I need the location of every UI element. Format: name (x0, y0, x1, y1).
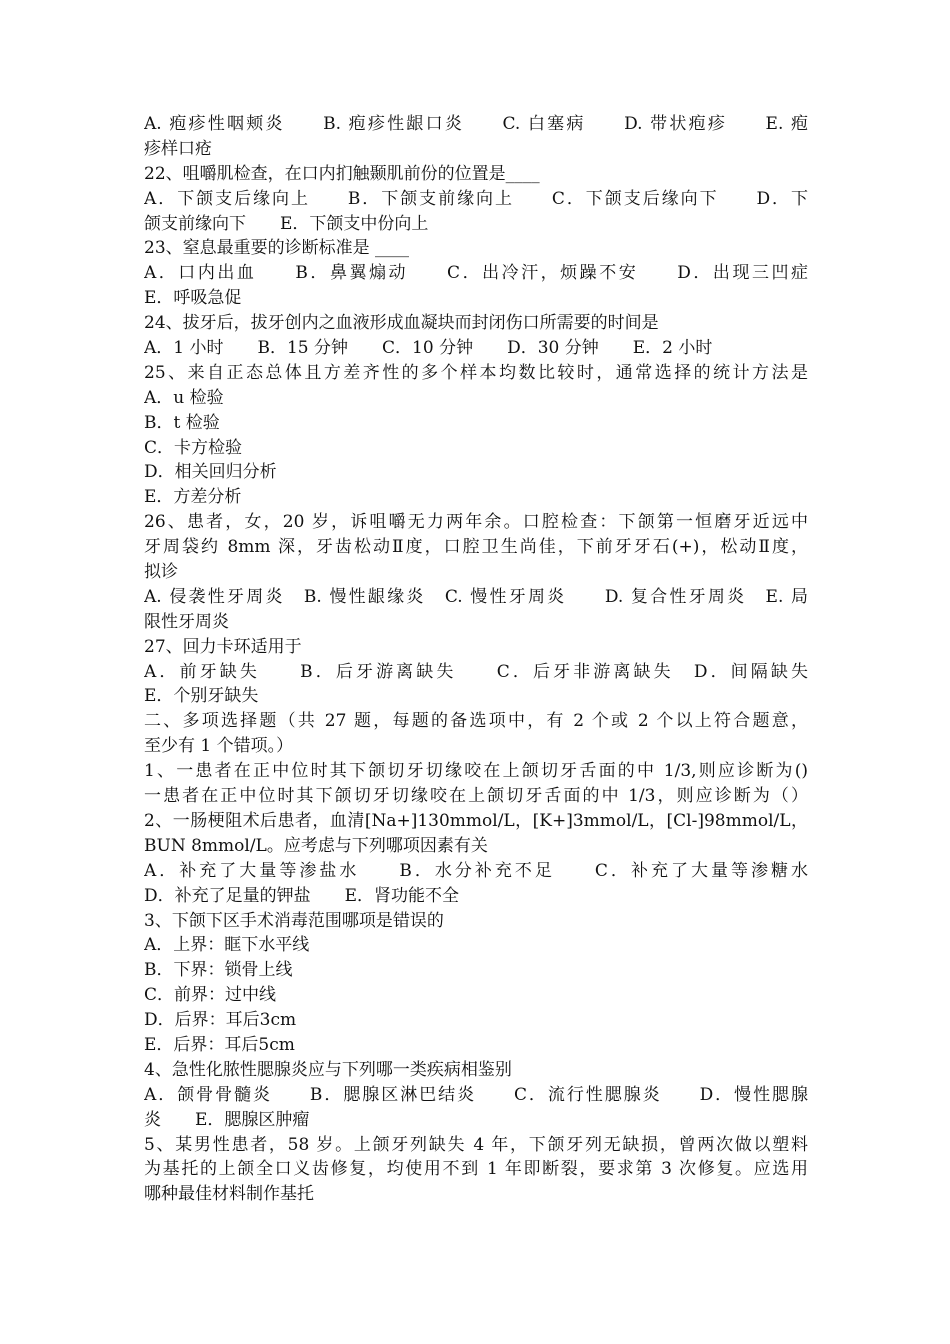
text-line: 3、下颌下区手术消毒范围哪项是错误的 (144, 910, 444, 931)
text-line: 二、多项选择题（共 27 题，每题的备选项中，有 2 个或 2 个以上符合题意， (144, 711, 808, 732)
text-line: 拟诊 (144, 562, 178, 583)
text-line: A．前牙缺失 B．后牙游离缺失 C．后牙非游离缺失 D．间隔缺失 (144, 661, 808, 682)
text-line: 25、来自正态总体且方差齐性的多个样本均数比较时，通常选择的统计方法是 (144, 362, 808, 383)
text-line: A．上界：眶下水平线 (144, 935, 310, 956)
text-line: 23、窒息最重要的诊断标准是 ____ (144, 238, 410, 259)
text-line: 限性牙周炎 (144, 611, 229, 632)
text-line: 26、患者，女，20 岁，诉咀嚼无力两年余。口腔检查：下颌第一恒磨牙近远中 (144, 512, 808, 533)
text-line: D．后界：耳后3cm (144, 1010, 297, 1031)
text-line: B．t 检验 (144, 412, 220, 433)
text-line: 为基托的上颌全口义齿修复，均使用不到 1 年即断裂，要求第 3 次修复。应选用 (144, 1159, 808, 1180)
text-line: 颌支前缘向下 E．下颌支中份向上 (144, 213, 429, 234)
text-line: E．方差分析 (144, 487, 242, 508)
text-line: 疹样口疮 (144, 138, 212, 159)
text-line: 哪种最佳材料制作基托 (144, 1184, 314, 1205)
text-line: 1、一患者在正中位时其下颌切牙切缘咬在上颌切牙舌面的中 1/3,则应诊断为() (144, 761, 808, 782)
text-line: E．后界：耳后5cm (144, 1034, 295, 1055)
text-line: C．前界：过中线 (144, 985, 277, 1006)
text-line: A．口内出血 B．鼻翼煽动 C．出冷汗，烦躁不安 D．出现三凹症 (144, 263, 808, 284)
text-line: 4、急性化脓性腮腺炎应与下列哪一类疾病相鉴别 (144, 1059, 512, 1080)
text-line: 22、咀嚼肌检查，在口内扪触颞肌前份的位置是____ (144, 163, 540, 184)
text-line: A．u 检验 (144, 387, 224, 408)
text-line: 至少有 1 个错项。） (144, 736, 294, 757)
text-line: A. 疱疹性咽颊炎 B. 疱疹性龈口炎 C. 白塞病 D. 带状疱疹 E. 疱 (144, 114, 808, 134)
text-line: BUN 8mmol/L。应考虑与下列哪项因素有关 (144, 835, 488, 856)
text-line: 牙周袋约 8mm 深，牙齿松动Ⅱ度，口腔卫生尚佳，下前牙牙石(+)，松动Ⅱ度， (144, 537, 808, 558)
text-line: A．补充了大量等渗盐水 B．水分补充不足 C．补充了大量等渗糖水 (144, 860, 808, 881)
text-line: A．颌骨骨髓炎 B．腮腺区淋巴结炎 C．流行性腮腺炎 D．慢性腮腺 (144, 1084, 808, 1105)
document-page (144, 112, 808, 1207)
text-line: A. 侵袭性牙周炎 B. 慢性龈缘炎 C. 慢性牙周炎 D. 复合性牙周炎 E. 局 (144, 586, 808, 607)
text-line: A．1 小时 B．15 分钟 C．10 分钟 D．30 分钟 E．2 小时 (144, 338, 713, 359)
text-line: B．下界：锁骨上线 (144, 960, 293, 981)
text-line: 炎 E．腮腺区肿瘤 (144, 1109, 310, 1130)
text-line: 27、回力卡环适用于 (144, 636, 302, 657)
text-line: 一患者在正中位时其下颌切牙切缘咬在上颌切牙舌面的中 1/3，则应诊断为（） (144, 786, 808, 807)
text-line: E．呼吸急促 (144, 288, 242, 309)
text-line: 5、某男性患者，58 岁。上颌牙列缺失 4 年，下颌牙列无缺损，曾两次做以塑料 (144, 1134, 808, 1155)
text-line: 24、拔牙后，拔牙创内之血液形成血凝块而封闭伤口所需要的时间是 (144, 313, 659, 334)
text-line: E．个别牙缺失 (144, 686, 259, 707)
text-line: 2、一肠梗阻术后患者，血清[Na+]130mmol/L，[K+]3mmol/L，[Cl-]98mmol/L， (144, 810, 808, 831)
text-line: C．卡方检验 (144, 437, 243, 458)
text-line: D．相关回归分析 (144, 462, 277, 483)
text-line: D．补充了足量的钾盐 E．肾功能不全 (144, 885, 460, 906)
text-line: A．下颌支后缘向上 B．下颌支前缘向上 C．下颌支后缘向下 D．下 (144, 188, 808, 209)
